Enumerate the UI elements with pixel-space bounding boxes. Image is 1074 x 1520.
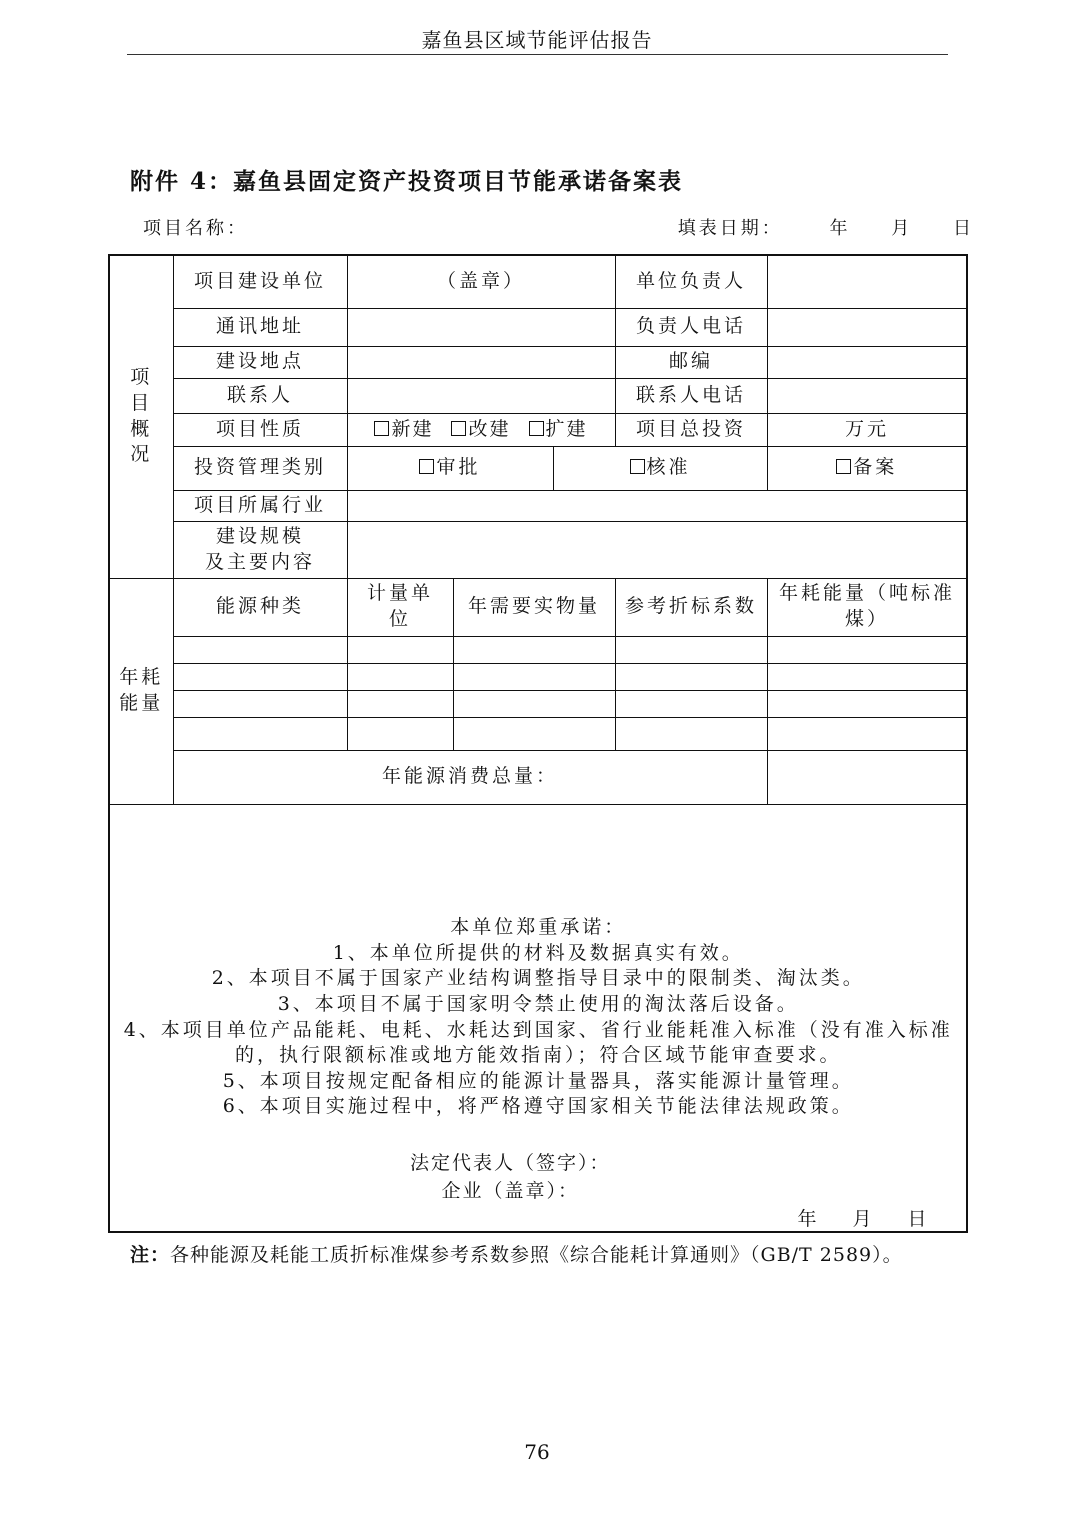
unit-label: 项目建设单位: [173, 255, 347, 308]
total-consumption-value[interactable]: [767, 750, 967, 804]
energy-type-cell[interactable]: [173, 636, 347, 663]
total-investment-value[interactable]: [767, 413, 967, 446]
coefficient-cell[interactable]: [615, 636, 767, 663]
scale-label: 建设规模 及主要内容: [173, 521, 347, 578]
nature-rebuild-label: 改建: [468, 417, 511, 440]
coefficient-cell[interactable]: [615, 690, 767, 717]
pledge-item: 的，执行限额标准或地方能效指南）；符合区域节能审查要求。: [235, 1044, 842, 1067]
nature-expand-label: 扩建: [545, 417, 588, 440]
total-consumption-label: 年能源消费总量：: [173, 750, 767, 804]
site-label: 建设地点: [173, 346, 347, 378]
signature-date: [763, 1207, 928, 1232]
consumption-cell[interactable]: [767, 690, 967, 717]
checkbox-icon: [630, 459, 645, 474]
physical-cell[interactable]: [453, 717, 615, 750]
signature-month: 月: [852, 1207, 874, 1230]
industry-label: 项目所属行业: [173, 490, 347, 521]
management-record-label: 备案: [853, 456, 898, 479]
section-overview-label: 项 目 概 况: [109, 255, 173, 578]
nature-new-checkbox[interactable]: [374, 417, 433, 443]
filing-form-table: [108, 254, 968, 1233]
pledge-item: 2、本项目不属于国家产业结构调整指导目录中的限制类、淘汰类。: [211, 967, 865, 990]
address-value[interactable]: [347, 308, 615, 346]
header-unit: 计量单 位: [347, 578, 453, 636]
coefficient-cell[interactable]: [615, 663, 767, 690]
responsible-value[interactable]: [767, 255, 967, 308]
fill-date-year: 年: [829, 218, 851, 239]
site-value[interactable]: [347, 346, 615, 378]
nature-expand-checkbox[interactable]: [529, 417, 588, 443]
management-label: 投资管理类别: [173, 446, 347, 490]
energy-row: [109, 717, 967, 750]
contact-value[interactable]: [347, 378, 615, 413]
nature-rebuild-checkbox[interactable]: [451, 417, 510, 443]
running-header: 嘉鱼县区域节能评估报告: [421, 28, 653, 52]
checkbox-icon: [419, 459, 434, 474]
responsible-phone-label: 负责人电话: [615, 308, 767, 346]
fill-date-label: 填表日期：: [677, 218, 783, 239]
scale-value[interactable]: [347, 521, 967, 578]
unit-cell[interactable]: [347, 717, 453, 750]
footnote-text: 各种能源及耗能工质折标准煤参考系数参照《综合能耗计算通则》（GB/T 2589）。: [170, 1244, 903, 1266]
postcode-label: 邮编: [615, 346, 767, 378]
energy-type-cell[interactable]: [173, 663, 347, 690]
seal-hint: （盖章）: [436, 269, 525, 292]
header-rule: [127, 54, 948, 55]
industry-value[interactable]: [347, 490, 967, 521]
management-record-checkbox[interactable]: [767, 446, 967, 490]
management-verify-checkbox[interactable]: [553, 446, 767, 490]
checkbox-icon: [451, 421, 466, 436]
fill-date-month: 月: [891, 218, 913, 239]
unit-cell[interactable]: [347, 636, 453, 663]
address-label: 通讯地址: [173, 308, 347, 346]
energy-type-cell[interactable]: [173, 690, 347, 717]
postcode-value[interactable]: [767, 346, 967, 378]
total-investment-label: 项目总投资: [615, 413, 767, 446]
nature-label: 项目性质: [173, 413, 347, 446]
signature-block: [410, 1149, 611, 1206]
fill-date: [678, 214, 974, 240]
energy-row: [109, 636, 967, 663]
footnote: [130, 1240, 903, 1267]
consumption-cell[interactable]: [767, 663, 967, 690]
project-name-label: 项目名称：: [143, 218, 248, 239]
unit-cell[interactable]: [347, 663, 453, 690]
management-verify-label: 核准: [646, 456, 691, 479]
management-approve-checkbox[interactable]: [347, 446, 553, 490]
enterprise-seal[interactable]: 企业（盖章）：: [441, 1180, 580, 1202]
header-coefficient: 参考折标系数: [615, 578, 767, 636]
legal-rep-signature[interactable]: 法定代表人（签字）：: [410, 1151, 611, 1174]
checkbox-icon: [836, 459, 851, 474]
fill-date-day: 日: [953, 218, 974, 239]
pledge-intro: 本单位郑重承诺：: [450, 915, 627, 938]
pledge-item: 1、本单位所提供的材料及数据真实有效。: [332, 941, 744, 964]
section-energy-label: 年耗 能量: [109, 578, 173, 804]
nature-options: [347, 413, 615, 446]
contact-label: 联系人: [173, 378, 347, 413]
coefficient-cell[interactable]: [615, 717, 767, 750]
pledge-section: [109, 804, 967, 1232]
pledge-item: 6、本项目实施过程中，将严格遵守国家相关节能法律法规政策。: [222, 1095, 854, 1118]
header-energy-type: 能源种类: [173, 578, 347, 636]
checkbox-icon: [374, 421, 389, 436]
pledge-item: 4、本项目单位产品能耗、电耗、水耗达到国家、省行业能耗准入标准（没有准入标准: [123, 1018, 953, 1041]
form-title: 附件 4：嘉鱼县固定资产投资项目节能承诺备案表: [130, 168, 684, 195]
energy-type-cell[interactable]: [173, 717, 347, 750]
total-investment-unit: 万元: [845, 417, 890, 440]
energy-row: [109, 663, 967, 690]
pledge-item: 5、本项目按规定配备相应的能源计量器具，落实能源计量管理。: [222, 1069, 854, 1092]
responsible-phone-value[interactable]: [767, 308, 967, 346]
nature-new-label: 新建: [391, 417, 434, 440]
signature-year: 年: [797, 1207, 819, 1230]
unit-cell[interactable]: [347, 690, 453, 717]
header-physical-quantity: 年需要实物量: [453, 578, 615, 636]
unit-value[interactable]: [347, 255, 615, 308]
contact-phone-label: 联系人电话: [615, 378, 767, 413]
physical-cell[interactable]: [453, 690, 615, 717]
contact-phone-value[interactable]: [767, 378, 967, 413]
checkbox-icon: [529, 421, 544, 436]
page-number: 76: [524, 1440, 550, 1464]
consumption-cell[interactable]: [767, 636, 967, 663]
signature-day: 日: [907, 1207, 929, 1230]
header-consumption: 年耗能量（吨标准 煤）: [767, 578, 967, 636]
footnote-prefix: 注：: [130, 1244, 171, 1266]
management-approve-label: 审批: [436, 456, 481, 479]
pledge-item: 3、本项目不属于国家明令禁止使用的淘汰落后设备。: [277, 992, 799, 1015]
responsible-label: 单位负责人: [615, 255, 767, 308]
physical-cell[interactable]: [453, 636, 615, 663]
consumption-cell[interactable]: [767, 717, 967, 750]
energy-row: [109, 690, 967, 717]
physical-cell[interactable]: [453, 663, 615, 690]
